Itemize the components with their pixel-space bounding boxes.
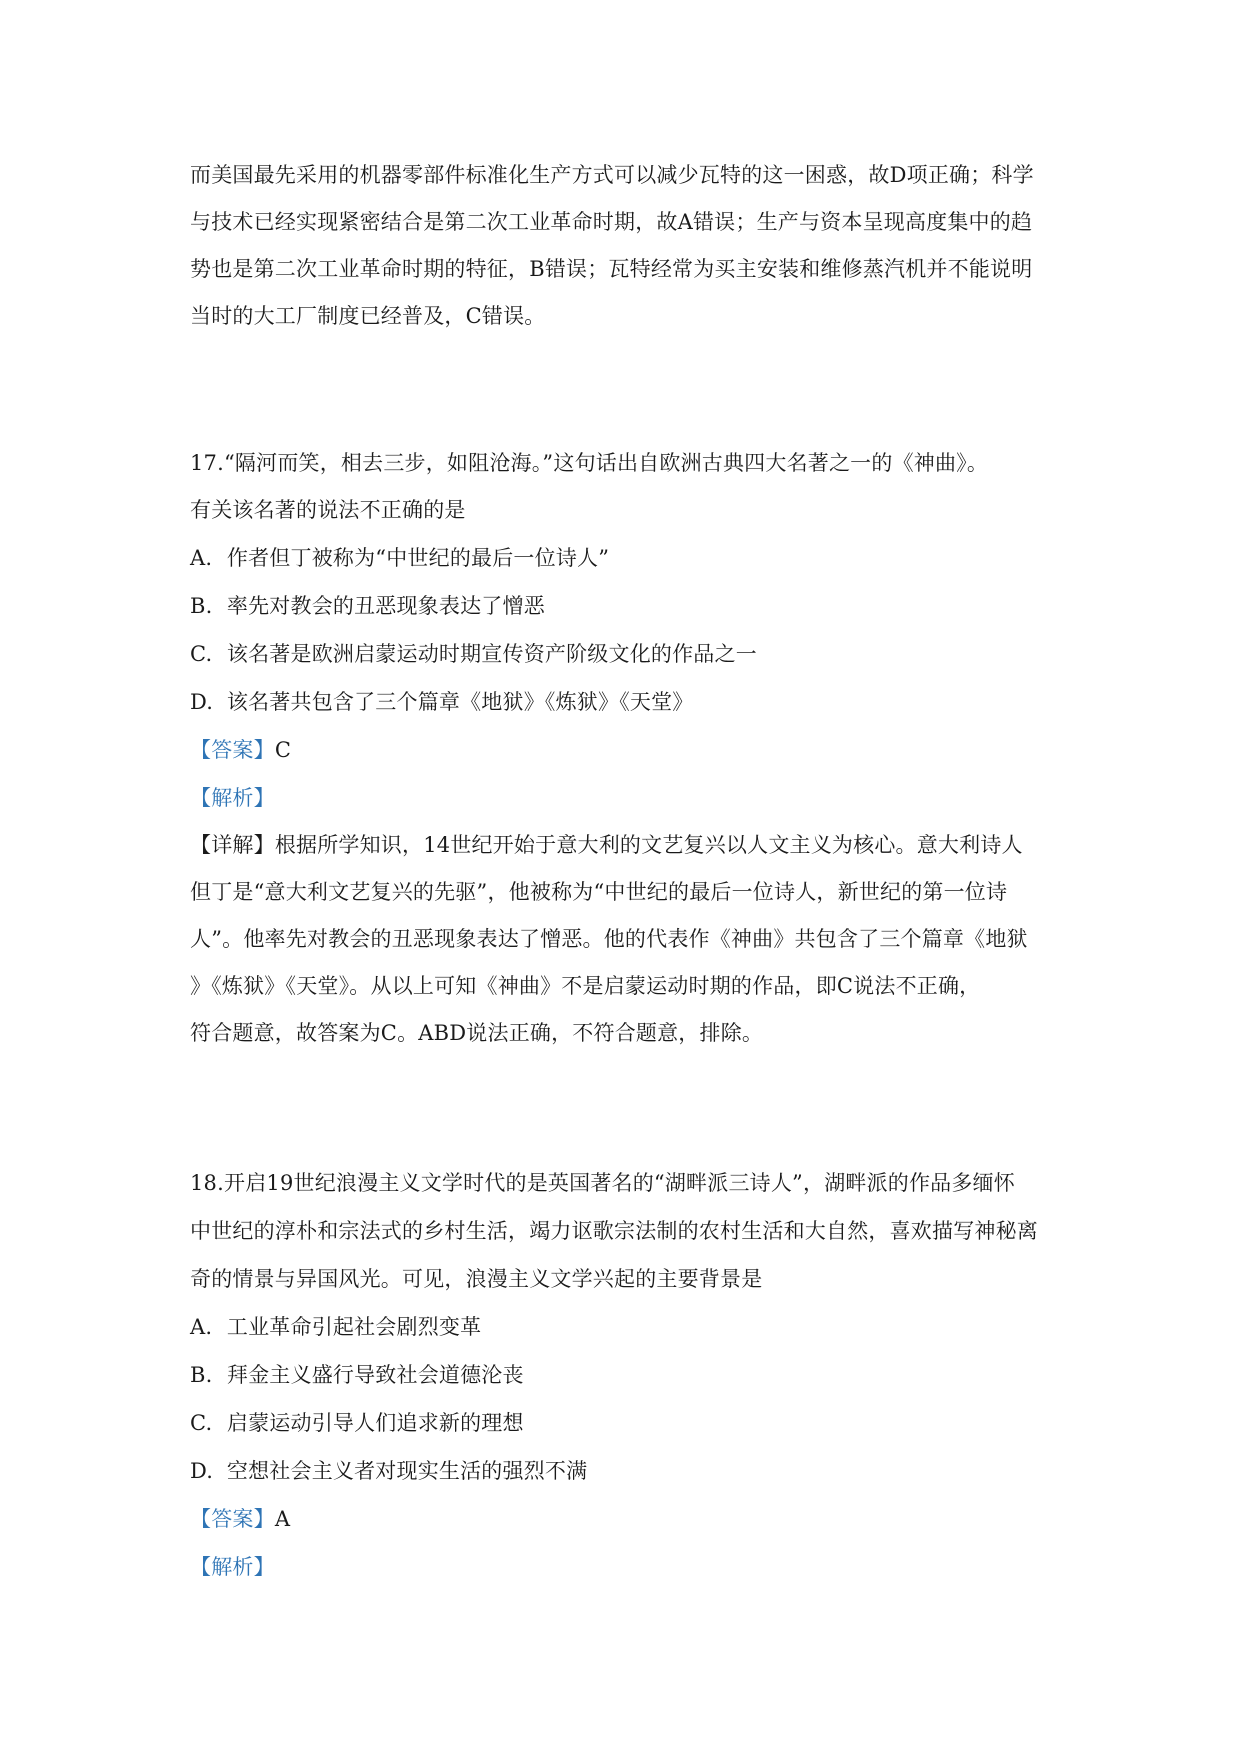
option-label: A. bbox=[190, 1315, 213, 1339]
q17-stem-line: 17.“隔河而笑，相去三步，如阻沧海。”这句话出自欧洲古典四大名著之一的《神曲》。 bbox=[190, 451, 989, 475]
option-label: D. bbox=[190, 690, 214, 714]
option-label: B. bbox=[190, 1363, 213, 1387]
q17-detail-line bbox=[190, 830, 1070, 860]
option-label: B. bbox=[190, 594, 213, 618]
q17-detail-line: 人”。他率先对教会的丑恶现象表达了憎恶。他的代表作《神曲》共包含了三个篇章《地狱 bbox=[190, 927, 1028, 951]
q17-detail-line: 符合题意，故答案为C。ABD说法正确，不符合题意，排除。 bbox=[190, 1021, 764, 1045]
q17-answer bbox=[190, 735, 1070, 765]
q17-option-a bbox=[190, 543, 1070, 573]
option-text: 工业革命引起社会剧烈变革 bbox=[226, 1315, 482, 1339]
prev-explanation-line: 而美国最先采用的机器零部件标准化生产方式可以减少瓦特的这一困惑，故D项正确；科学 bbox=[190, 163, 1034, 187]
q18-option-c bbox=[190, 1408, 1070, 1438]
analysis-tag: 【解析】 bbox=[190, 1555, 275, 1579]
option-text: 该名著是欧洲启蒙运动时期宣传资产阶级文化的作品之一 bbox=[226, 642, 757, 666]
q17-option-d bbox=[190, 687, 1070, 717]
detail-tag: 【详解】 bbox=[190, 833, 275, 857]
option-text: 启蒙运动引导人们追求新的理想 bbox=[226, 1411, 524, 1435]
q17-analysis bbox=[190, 783, 1070, 813]
q17-detail-line: 但丁是“意大利文艺复兴的先驱”，他被称为“中世纪的最后一位诗人，新世纪的第一位诗 bbox=[190, 880, 1008, 904]
option-label: C. bbox=[190, 642, 213, 666]
q18-answer bbox=[190, 1504, 1070, 1534]
q17-detail-line: 》《炼狱》《天堂》。从以上可知《神曲》不是启蒙运动时期的作品，即C说法不正确， bbox=[190, 974, 981, 998]
answer-tag: 【答案】 bbox=[190, 1507, 275, 1531]
answer-tag: 【答案】 bbox=[190, 738, 275, 762]
answer-value: C bbox=[274, 738, 292, 762]
analysis-tag: 【解析】 bbox=[190, 786, 275, 810]
option-text: 率先对教会的丑恶现象表达了憎恶 bbox=[226, 594, 545, 618]
prev-explanation-line: 势也是第二次工业革命时期的特征，B错误；瓦特经常为买主安装和维修蒸汽机并不能说明 bbox=[190, 257, 1033, 281]
q18-stem-line: 奇的情景与异国风光。可见，浪漫主义文学兴起的主要背景是 bbox=[190, 1267, 763, 1291]
q18-analysis bbox=[190, 1552, 1070, 1582]
q17-option-c bbox=[190, 639, 1070, 669]
detail-text: 根据所学知识，14世纪开始于意大利的文艺复兴以人文主义为核心。意大利诗人 bbox=[274, 833, 1023, 857]
q18-option-d bbox=[190, 1456, 1070, 1486]
q18-option-b bbox=[190, 1360, 1070, 1390]
q17-option-b bbox=[190, 591, 1070, 621]
option-label: A. bbox=[190, 546, 213, 570]
prev-explanation-line: 与技术已经实现紧密结合是第二次工业革命时期，故A错误；生产与资本呈现高度集中的趋 bbox=[190, 210, 1033, 234]
option-label: D. bbox=[190, 1459, 214, 1483]
option-text: 空想社会主义者对现实生活的强烈不满 bbox=[226, 1459, 588, 1483]
q18-stem-line: 18.开启19世纪浪漫主义文学时代的是英国著名的“湖畔派三诗人”，湖畔派的作品多缅怀 bbox=[190, 1171, 1015, 1195]
q17-stem-line: 有关该名著的说法不正确的是 bbox=[190, 498, 466, 522]
answer-value: A bbox=[274, 1507, 291, 1531]
option-text: 该名著共包含了三个篇章《地狱》《炼狱》《天堂》 bbox=[226, 690, 694, 714]
option-text: 作者但丁被称为“中世纪的最后一位诗人” bbox=[226, 546, 610, 570]
q18-stem-line: 中世纪的淳朴和宗法式的乡村生活，竭力讴歌宗法制的农村生活和大自然，喜欢描写神秘离 bbox=[190, 1219, 1038, 1243]
option-label: C. bbox=[190, 1411, 213, 1435]
q18-option-a bbox=[190, 1312, 1070, 1342]
option-text: 拜金主义盛行导致社会道德沦丧 bbox=[226, 1363, 524, 1387]
prev-explanation-line: 当时的大工厂制度已经普及，C错误。 bbox=[190, 304, 546, 328]
